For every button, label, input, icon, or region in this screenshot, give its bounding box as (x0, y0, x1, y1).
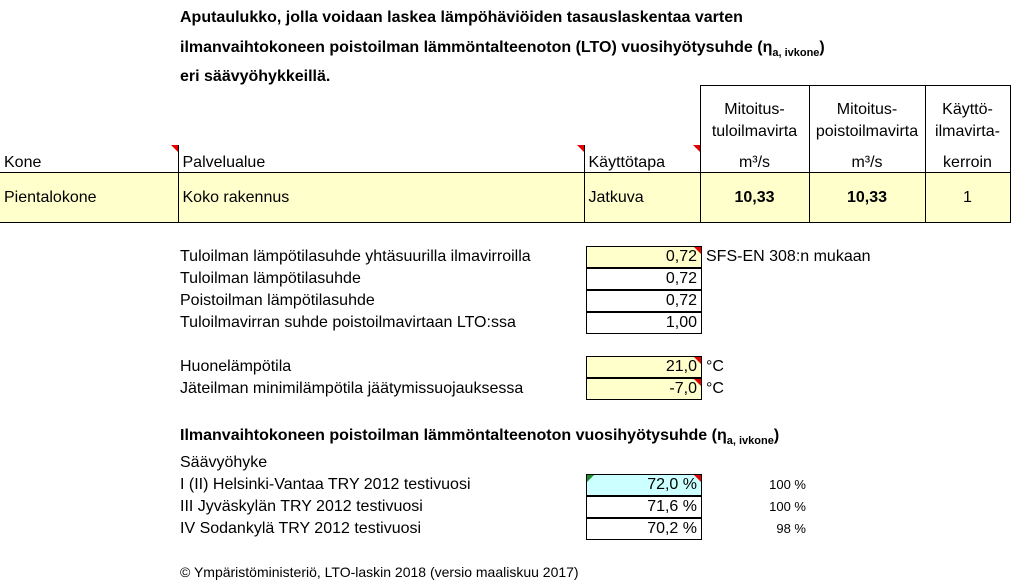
zone-pct-jyvaskyla: 100 % (769, 499, 806, 514)
param-label-exhaust-temp-ratio: Poistoilman lämpötilasuhde (180, 292, 375, 309)
header-exhaust-line2: poistoilmavirta (809, 119, 925, 145)
copyright-footer: © Ympäristöministeriö, LTO-laskin 2018 (versio maaliskuu 2017) (180, 564, 579, 580)
param-label-flow-ratio: Tuloilmavirran suhde poistoilmavirtaan LTO:ssa (180, 314, 516, 331)
zone-header: Säävyöhyke (180, 454, 268, 471)
param-value-supply-temp-ratio[interactable]: 0,72 (586, 268, 702, 290)
header-factor-line3: kerroin (925, 145, 1010, 173)
airflow-table (0, 85, 1011, 223)
header-kone: Kone (0, 145, 178, 173)
param-input-temp-ratio-equal[interactable]: 0,72 (586, 246, 702, 268)
header-kayttotapa: Käyttötapa (584, 145, 700, 173)
param-note-sfs: SFS-EN 308:n mukaan (706, 248, 871, 265)
temp-label-room: Huonelämpötila (180, 358, 292, 375)
cell-airflow-factor[interactable]: 1 (925, 173, 1010, 223)
zone-value-sodankyla[interactable]: 70,2 % (586, 518, 702, 540)
temp-input-room[interactable]: 21,0 (586, 356, 702, 378)
zone-label-sodankyla: IV Sodankylä TRY 2012 testivuosi (180, 520, 422, 537)
zone-pct-helsinki: 100 % (769, 477, 806, 492)
param-value-exhaust-temp-ratio[interactable]: 0,72 (586, 290, 702, 312)
param-value-flow-ratio[interactable]: 1,00 (586, 312, 702, 334)
header-supply-line1: Mitoitus- (700, 86, 809, 119)
title-line-1: Aputaulukko, jolla voidaan laskea lämpöhäviöiden tasauslaskentaa varten (180, 9, 743, 26)
header-exhaust-unit: m³/s (809, 145, 925, 173)
zone-label-helsinki: I (II) Helsinki-Vantaa TRY 2012 testivuosi (180, 476, 471, 493)
header-factor-line1: Käyttö- (925, 86, 1010, 119)
cell-palvelualue[interactable]: Koko rakennus (178, 173, 584, 223)
temp-unit-exhaust-min: °C (706, 380, 724, 397)
zone-value-jyvaskyla[interactable]: 71,6 % (586, 496, 702, 518)
header-supply-line2: tuloilmavirta (700, 119, 809, 145)
header-palvelualue: Palvelualue (178, 145, 584, 173)
cell-exhaust-airflow[interactable]: 10,33 (809, 173, 925, 223)
temp-unit-room: °C (706, 358, 724, 375)
zone-label-jyvaskyla: III Jyväskylän TRY 2012 testivuosi (180, 498, 423, 515)
title-line-3: eri säävyöhykkeillä. (180, 68, 331, 85)
table-row (0, 173, 1010, 223)
cell-kone[interactable]: Pientalokone (0, 173, 178, 223)
header-exhaust-line1: Mitoitus- (809, 86, 925, 119)
efficiency-title: Ilmanvaihtokoneen poistoilman lämmöntalteenoton vuosihyötysuhde $(\eta_{a, ivkone})$ (180, 427, 780, 448)
temp-input-exhaust-min[interactable]: -7,0 (586, 378, 702, 400)
header-factor-line2: ilmavirta- (925, 119, 1010, 145)
cell-kayttotapa[interactable]: Jatkuva (584, 173, 700, 223)
zone-value-helsinki[interactable]: 72,0 % (586, 474, 702, 496)
temp-label-exhaust-min: Jäteilman minimilämpötila jäätymissuojauksessa (180, 380, 524, 397)
cell-supply-airflow[interactable]: 10,33 (700, 173, 809, 223)
title-line-2: ilmanvaihtokoneen poistoilman lämmöntalteenoton (LTO) vuosihyötysuhde $(\eta_{a, ivkone})$ (180, 39, 825, 60)
param-label-temp-ratio-equal: Tuloilman lämpötilasuhde yhtäsuurilla ilmavirroilla (180, 248, 531, 265)
zone-pct-sodankyla: 98 % (776, 521, 806, 536)
header-supply-unit: m³/s (700, 145, 809, 173)
param-label-supply-temp-ratio: Tuloilman lämpötilasuhde (180, 270, 361, 287)
